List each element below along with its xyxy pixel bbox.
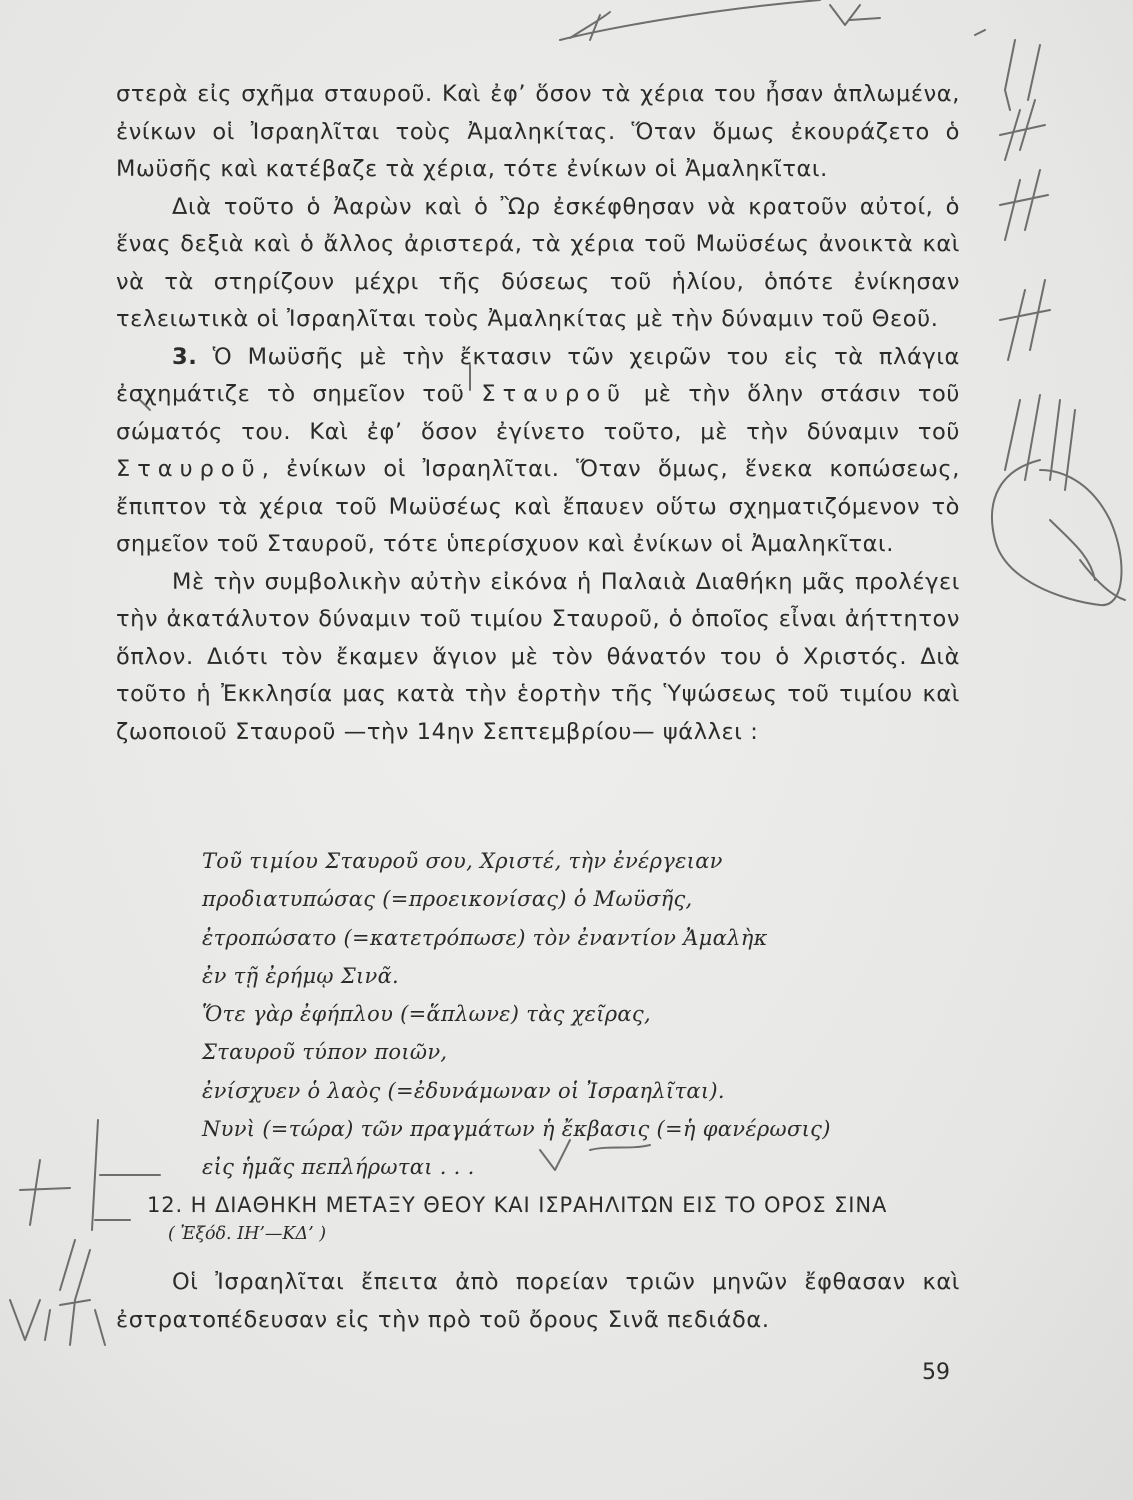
top-right-pencil-mark bbox=[830, 5, 880, 25]
margin-mark bbox=[975, 30, 1040, 110]
body-text bbox=[116, 76, 960, 751]
margin-mark bbox=[1000, 170, 1048, 240]
paragraph-number: 3. bbox=[172, 343, 198, 370]
left-margin-scribble bbox=[10, 1300, 105, 1345]
paragraph-4: Μὲ τὴν συμβολικὴν αὐτὴν εἰκόνα ἡ Παλαιὰ Διαθήκη μᾶς προλέγει τὴν ἀκατάλυτον δύναμιν τοῦ τιμίου Σταυροῦ, ὁ ὁποῖος εἶναι ἀήττητον ὅπλον. Διότι τὸν ἔκαμεν ἅγιον μὲ τὸν θάνατόν του ὁ Χριστός. Διὰ τοῦτο ἡ Ἐκκλησία μας κατὰ τὴν ἑορτὴν τῆς Ὑψώσεως τοῦ τιμίου καὶ ζωοποιοῦ Σταυροῦ —τὴν 14ην Σεπτεμβρίου— ψάλλει : bbox=[116, 568, 960, 745]
paragraph-3-part-a: Ὁ Μωϋσῆς μὲ τὴν ἔκτασιν τῶν χειρῶν του εἰς τὰ πλάγια ἐσχημάτιζε τὸ σημεῖον τοῦ bbox=[116, 343, 960, 407]
hymn-line: ἐτροπώσατο (=κατετρόπωσε) τὸν ἐναντίον Ἀμαλὴκ bbox=[202, 925, 768, 950]
left-cross-mark bbox=[20, 1160, 70, 1225]
hymn-line: Ὅτε γὰρ ἐφήπλου (=ἅπλωνε) τὰς χεῖρας, bbox=[202, 1002, 651, 1027]
hymn-line: προδιατυπώσας (=προεικονίσας) ὁ Μωϋσῆς, bbox=[202, 887, 693, 912]
top-pencil-stroke bbox=[560, 0, 820, 40]
margin-mark bbox=[1005, 395, 1075, 490]
margin-mark bbox=[1050, 520, 1125, 600]
paragraph-3-part-c: , ἐνίκων οἱ Ἰσραηλῖται. Ὅταν ὅμως, ἕνεκα κοπώσεως, ἔπιπτον τὰ χέρια τοῦ Μωϋσέως καὶ ἔπαυεν οὕτω σχηματιζόμενον τὸ σημεῖον τοῦ Σταυροῦ, τότε ὑπερίσχυον καὶ ἐνίκων οἱ Ἀμαληκῖται. bbox=[116, 456, 960, 557]
top-pencil-mark bbox=[570, 12, 610, 40]
hymn-line: ἐνίσχυεν ὁ λαὸς (=ἐδυνάμωναν οἱ Ἰσραηλῖται). bbox=[202, 1078, 725, 1103]
hymn-line: Σταυροῦ τύπον ποιῶν, bbox=[202, 1040, 448, 1065]
margin-circle-mark bbox=[992, 460, 1121, 605]
section-reference: ( Ἐξόδ. ΙΗ’—ΚΔ’ ) bbox=[168, 1224, 327, 1244]
hymn-line: Νυνὶ (=τώρα) τῶν πραγμάτων ἡ ἔκβασις (=ἡ φανέρωσις) bbox=[202, 1117, 831, 1142]
hymn-line: Τοῦ τιμίου Σταυροῦ σου, Χριστέ, τὴν ἐνέργειαν bbox=[202, 849, 723, 873]
page-number: 59 bbox=[922, 1360, 950, 1385]
paragraph-3-part-b: μὲ τὴν ὅλην στάσιν τοῦ σώματός του. Καὶ ἐφ’ ὅσον ἐγίνετο τοῦτο, μὲ τὴν δύναμιν τοῦ bbox=[116, 381, 960, 445]
spaced-word-stavrou-1: Σταυροῦ bbox=[481, 381, 628, 407]
margin-mark bbox=[1000, 280, 1050, 360]
hymn-quote bbox=[202, 842, 962, 1187]
paragraph-5 bbox=[116, 1264, 960, 1339]
left-margin-mark bbox=[60, 1240, 90, 1300]
margin-mark bbox=[1000, 100, 1045, 160]
paragraph-1: στερὰ εἰς σχῆμα σταυροῦ. Καὶ ἐφ’ ὅσον τὰ χέρια του ἦσαν ἁπλωμένα, ἐνίκων οἱ Ἰσραηλῖται τοὺς Ἀμαληκίτας. Ὅταν ὅμως ἐκουράζετο ὁ Μωϋσῆς καὶ κατέβαζε τὰ χέρια, τότε ἐνίκων οἱ Ἀμαληκῖται. bbox=[116, 81, 960, 182]
paragraph-2: Διὰ τοῦτο ὁ Ἀαρὼν καὶ ὁ Ὢρ ἐσκέφθησαν νὰ κρατοῦν αὐτοί, ὁ ἕνας δεξιὰ καὶ ὁ ἄλλος ἀριστερά, τὰ χέρια τοῦ Μωϋσέως ἀνοικτὰ καὶ νὰ τὰ στηρίζουν μέχρι τῆς δύσεως τοῦ ἡλίου, ὁπότε ἐνίκησαν τελειωτικὰ οἱ Ἰσραηλῖται τοὺς Ἀμαληκίτας μὲ τὴν δύναμιν τοῦ Θεοῦ. bbox=[116, 193, 960, 332]
paragraph-3 bbox=[116, 339, 960, 564]
hymn-line: εἰς ἡμᾶς πεπλήρωται . . . bbox=[202, 1155, 475, 1180]
hymn-line: ἐν τῇ ἐρήμῳ Σινᾶ. bbox=[202, 963, 400, 988]
spaced-word-stavrou-2: Σταυροῦ bbox=[116, 456, 262, 482]
section-heading: 12. Η ΔΙΑΘΗΚΗ ΜΕΤΑΞΥ ΘΕΟΥ ΚΑΙ ΙΣΡΑΗΛΙΤΩΝ ΕΙΣ ΤΟ ΟΡΟΣ ΣΙΝΑ bbox=[147, 1193, 888, 1217]
paragraph-5-text: Οἱ Ἰσραηλῖται ἔπειτα ἀπὸ πορείαν τριῶν μηνῶν ἔφθασαν καὶ ἐστρατοπέδευσαν εἰς τὴν πρὸ τοῦ ὄρους Σινᾶ πεδιάδα. bbox=[116, 1269, 960, 1333]
